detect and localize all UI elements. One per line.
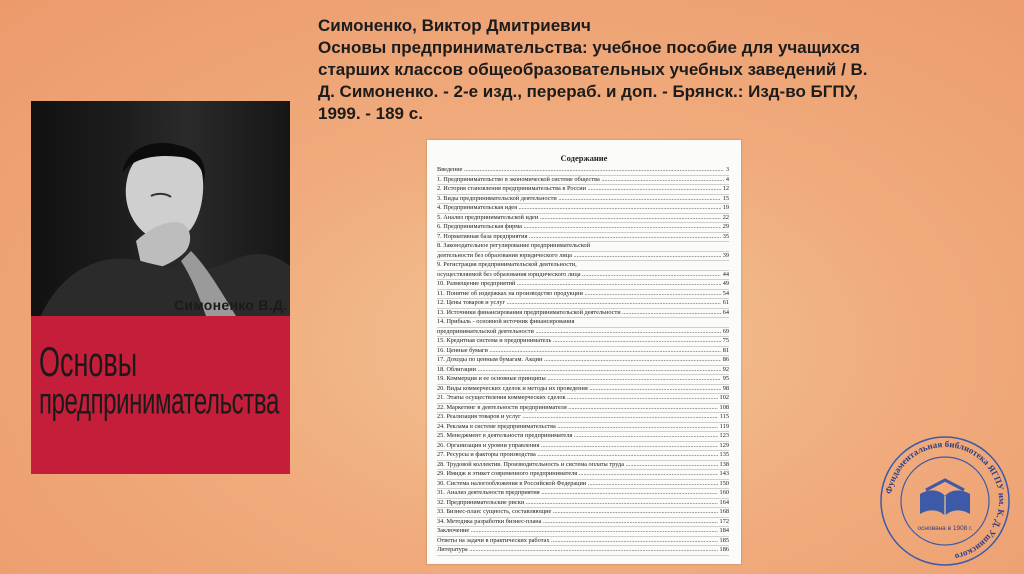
toc-entry: предпринимательской деятельности ..... 69 [437,328,729,338]
toc-entry: 4. Предпринимательская идея ..... 19 [437,204,729,214]
toc-heading: Содержание [560,153,608,163]
toc-entry: 28. Трудовой коллектив. Производительность и система оплаты труда ..... 138 [437,461,729,471]
citation-line: 1999. - 189 с. [318,104,423,123]
toc-entry: 34. Методика разработки бизнес-плана ..... 172 [437,518,729,528]
toc-entry: 21. Этапы осуществления коммерческих сделок ..... 102 [437,394,729,404]
toc-entry: 13. Источники финансирования предпринимательской деятельности ..... 64 [437,309,729,319]
toc-list [427,166,741,556]
cover-title-line1: Основы [39,339,138,386]
book-citation [318,15,898,125]
table-of-contents-page [427,140,741,564]
toc-entry: 2. История становления предпринимательства в России ..... 12 [437,185,729,195]
toc-entry: 26. Организация и уровни управления ..... 129 [437,442,729,452]
toc-entry: 16. Ценные бумаги ..... 81 [437,347,729,357]
toc-entry: 15. Кредитная система и предприниматель ..... 75 [437,337,729,347]
toc-entry: 19. Коммерция и ее основные принципы ..... 95 [437,375,729,385]
citation-line: Основы предпринимательства: учебное пособие для учащихся [318,38,860,57]
toc-entry: 27. Ресурсы и факторы производства ..... 135 [437,451,729,461]
toc-entry: 32. Предпринимательские риски ..... 164 [437,499,729,509]
toc-entry: Заключение ..... 184 [437,527,729,537]
toc-entry: 6. Предпринимательская фирма ..... 29 [437,223,729,233]
toc-entry: 24. Реклама в системе предпринимательства ..... 119 [437,423,729,433]
cover-author: Симоненко В.Д. [174,297,288,313]
toc-entry: 14. Прибыль - основной источник финансирования [437,318,729,328]
toc-entry: 20. Виды коммерческих сделок и методы их проведения ..... 98 [437,385,729,395]
stamp-founded-text: основана в 1908 г. [917,525,973,532]
toc-entry: Литература ..... 186 [437,546,729,556]
toc-entry: 3. Виды предпринимательской деятельности ..... 15 [437,195,729,205]
open-book-icon [920,480,970,516]
citation-author: Симоненко, Виктор Дмитриевич [318,16,591,35]
toc-entry: 8. Законодательное регулирование предпринимательской [437,242,729,252]
toc-entry: 11. Понятие об издержках на производство продукции ..... 54 [437,290,729,300]
toc-entry: 25. Менеджмент в деятельности предпринимателя ..... 123 [437,432,729,442]
toc-entry: 5. Анализ предпринимательской идеи ..... 22 [437,214,729,224]
toc-entry: 29. Имидж и этикет современного предпринимателя ..... 143 [437,470,729,480]
toc-entry: 9. Регистрация предпринимательской деятельности, [437,261,729,271]
toc-entry: 18. Облигации ..... 92 [437,366,729,376]
toc-entry: 12. Цены товаров и услуг ..... 61 [437,299,729,309]
toc-entry: 30. Система налогообложения в Российской Федерации ..... 150 [437,480,729,490]
toc-entry: 10. Размещение предприятий ..... 49 [437,280,729,290]
toc-entry: 1. Предпринимательство в экономической системе общества ..... 4 [437,176,729,186]
toc-entry: 31. Анализ деятельности предприятия ..... 160 [437,489,729,499]
book-cover [31,101,290,474]
citation-line: старших классов общеобразовательных учебных заведений / В. [318,60,868,79]
toc-entry: 33. Бизнес-план: сущность, составляющие ..... 168 [437,508,729,518]
toc-entry: Ответы на задачи в практических работах ..... 185 [437,537,729,547]
toc-entry: 22. Маркетинг в деятельности предпринимателя ..... 108 [437,404,729,414]
stamp-ring-text: Фундаментальная библиотека ЯГПУ им. К. Д. Ушинского [883,438,1008,563]
library-stamp-logo [876,432,1014,570]
toc-entry: осуществляемой без образования юридического лица ..... 44 [437,271,729,281]
citation-line: Д. Симоненко. - 2-е изд., перераб. и доп. - Брянск.: Изд-во БГПУ, [318,82,859,101]
cover-title-line2: предпринимательства [39,381,279,423]
toc-entry: Введение ..... 3 [437,166,729,176]
toc-entry: 7. Нормативная база предприятия ..... 35 [437,233,729,243]
toc-entry: 17. Доходы по ценным бумагам. Акции ..... 86 [437,356,729,366]
toc-entry: 23. Реализация товаров и услуг ..... 115 [437,413,729,423]
toc-entry: деятельности без образования юридического лица ..... 39 [437,252,729,262]
